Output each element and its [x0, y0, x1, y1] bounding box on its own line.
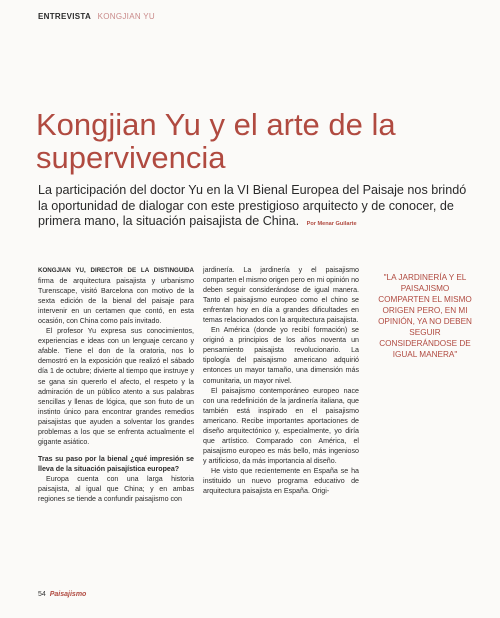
- paragraph: En América (donde yo recibí formación) se originó a principios de los años noventa un pensamiento paisajista revolucionario. La tipología del paisajismo americano adquirió entonces un mayor tamaño, una dimensión más comunitaria, un mayor nivel.: [203, 326, 359, 385]
- paragraph: Europa cuenta con una larga historia paisajista, al igual que China; y en ambas regiones se tiende a confundir paisajismo con: [38, 474, 194, 504]
- article-title: Kongjian Yu y el arte de la supervivencia: [36, 107, 396, 175]
- text-column-1: [38, 265, 194, 504]
- paragraph: [38, 265, 194, 326]
- paragraph: El profesor Yu expresa sus conocimientos, experiencias e ideas con un lenguaje cercano y afable. Tiene el don de la oratoria, nos lo demostró en la exposición que realizó el sábado día 1 de octubre; divierte al tiempo que instruye y se gana sin quererlo el afecto, el respeto y la admiración de un público atento a sus palabras sencillas y llenas de lógica, que son fruto de un instinto único para encontrar grandes remedios paisajistas que ayuden a solventar los grandes problemas a los que se enfrenta actualmente el gigante asiático.: [38, 327, 194, 446]
- section-header: [38, 12, 155, 21]
- paragraph: El paisajismo contemporáneo europeo nace con una redefinición de la jardinería italiana, que también está inspirado en el paisajismo americano. Recibe importantes aportaciones de diseño arquitectónico y, especialmente, yo diría que artístico. Comparado con América, el paisajismo europeo es más bello, más ingenioso y artificioso, da más importancia al diseño.: [203, 386, 359, 465]
- lead-in: KONGJIAN YU, DIRECTOR DE LA DISTINGUIDA: [38, 267, 194, 274]
- paragraph: He visto que recientemente en España se ha instituido un nuevo programa educativo de arquitectura paisajista en España. Origi-: [203, 466, 359, 496]
- magazine-name: Paisajismo: [49, 591, 87, 598]
- interview-question: Tras su paso por la bienal ¿qué impresión se lleva de la situación paisajística europea?: [38, 454, 194, 473]
- paragraph-text: firma de arquitectura paisajista y urbanismo Turenscape, visitó Barcelona con motivo de la sexta edición de la bienal del paisaje para intervenir en un certamen que contó, en esta ocasión, con China como país invitado.: [38, 277, 194, 326]
- text-column-2: [203, 265, 359, 496]
- page-footer: [38, 591, 86, 598]
- byline: Por Menar Guilarte: [306, 221, 357, 227]
- pull-quote: "LA JARDINERÍA Y EL PAISAJISMO COMPARTEN EL MISMO ORIGEN PERO, EN MI OPINIÓN, YA NO DEBEN SEGUIR CONSIDERÁNDOSE DE IGUAL MANERA": [378, 273, 472, 359]
- page-number: 54: [38, 591, 46, 598]
- lead-text: La participación del doctor Yu en la VI Bienal Europea del Paisaje nos brindó la oportunidad de dialogar con este prestigioso arquitecto y de conocer, de primera mano, la situación paisajista de China.: [38, 183, 467, 228]
- paragraph: jardinería. La jardinería y el paisajismo comparten el mismo origen pero en mi opinión no deben seguir considerándose de igual manera. Tanto el paisajismo europeo como el chino se enfrentan hoy en día a grandes dificultades en temas relacionados con la arquitectura paisajista.: [203, 266, 359, 325]
- article-lead: [38, 183, 468, 233]
- interview-subject: KONGJIAN YU: [97, 12, 155, 21]
- section-label: ENTREVISTA: [38, 12, 92, 21]
